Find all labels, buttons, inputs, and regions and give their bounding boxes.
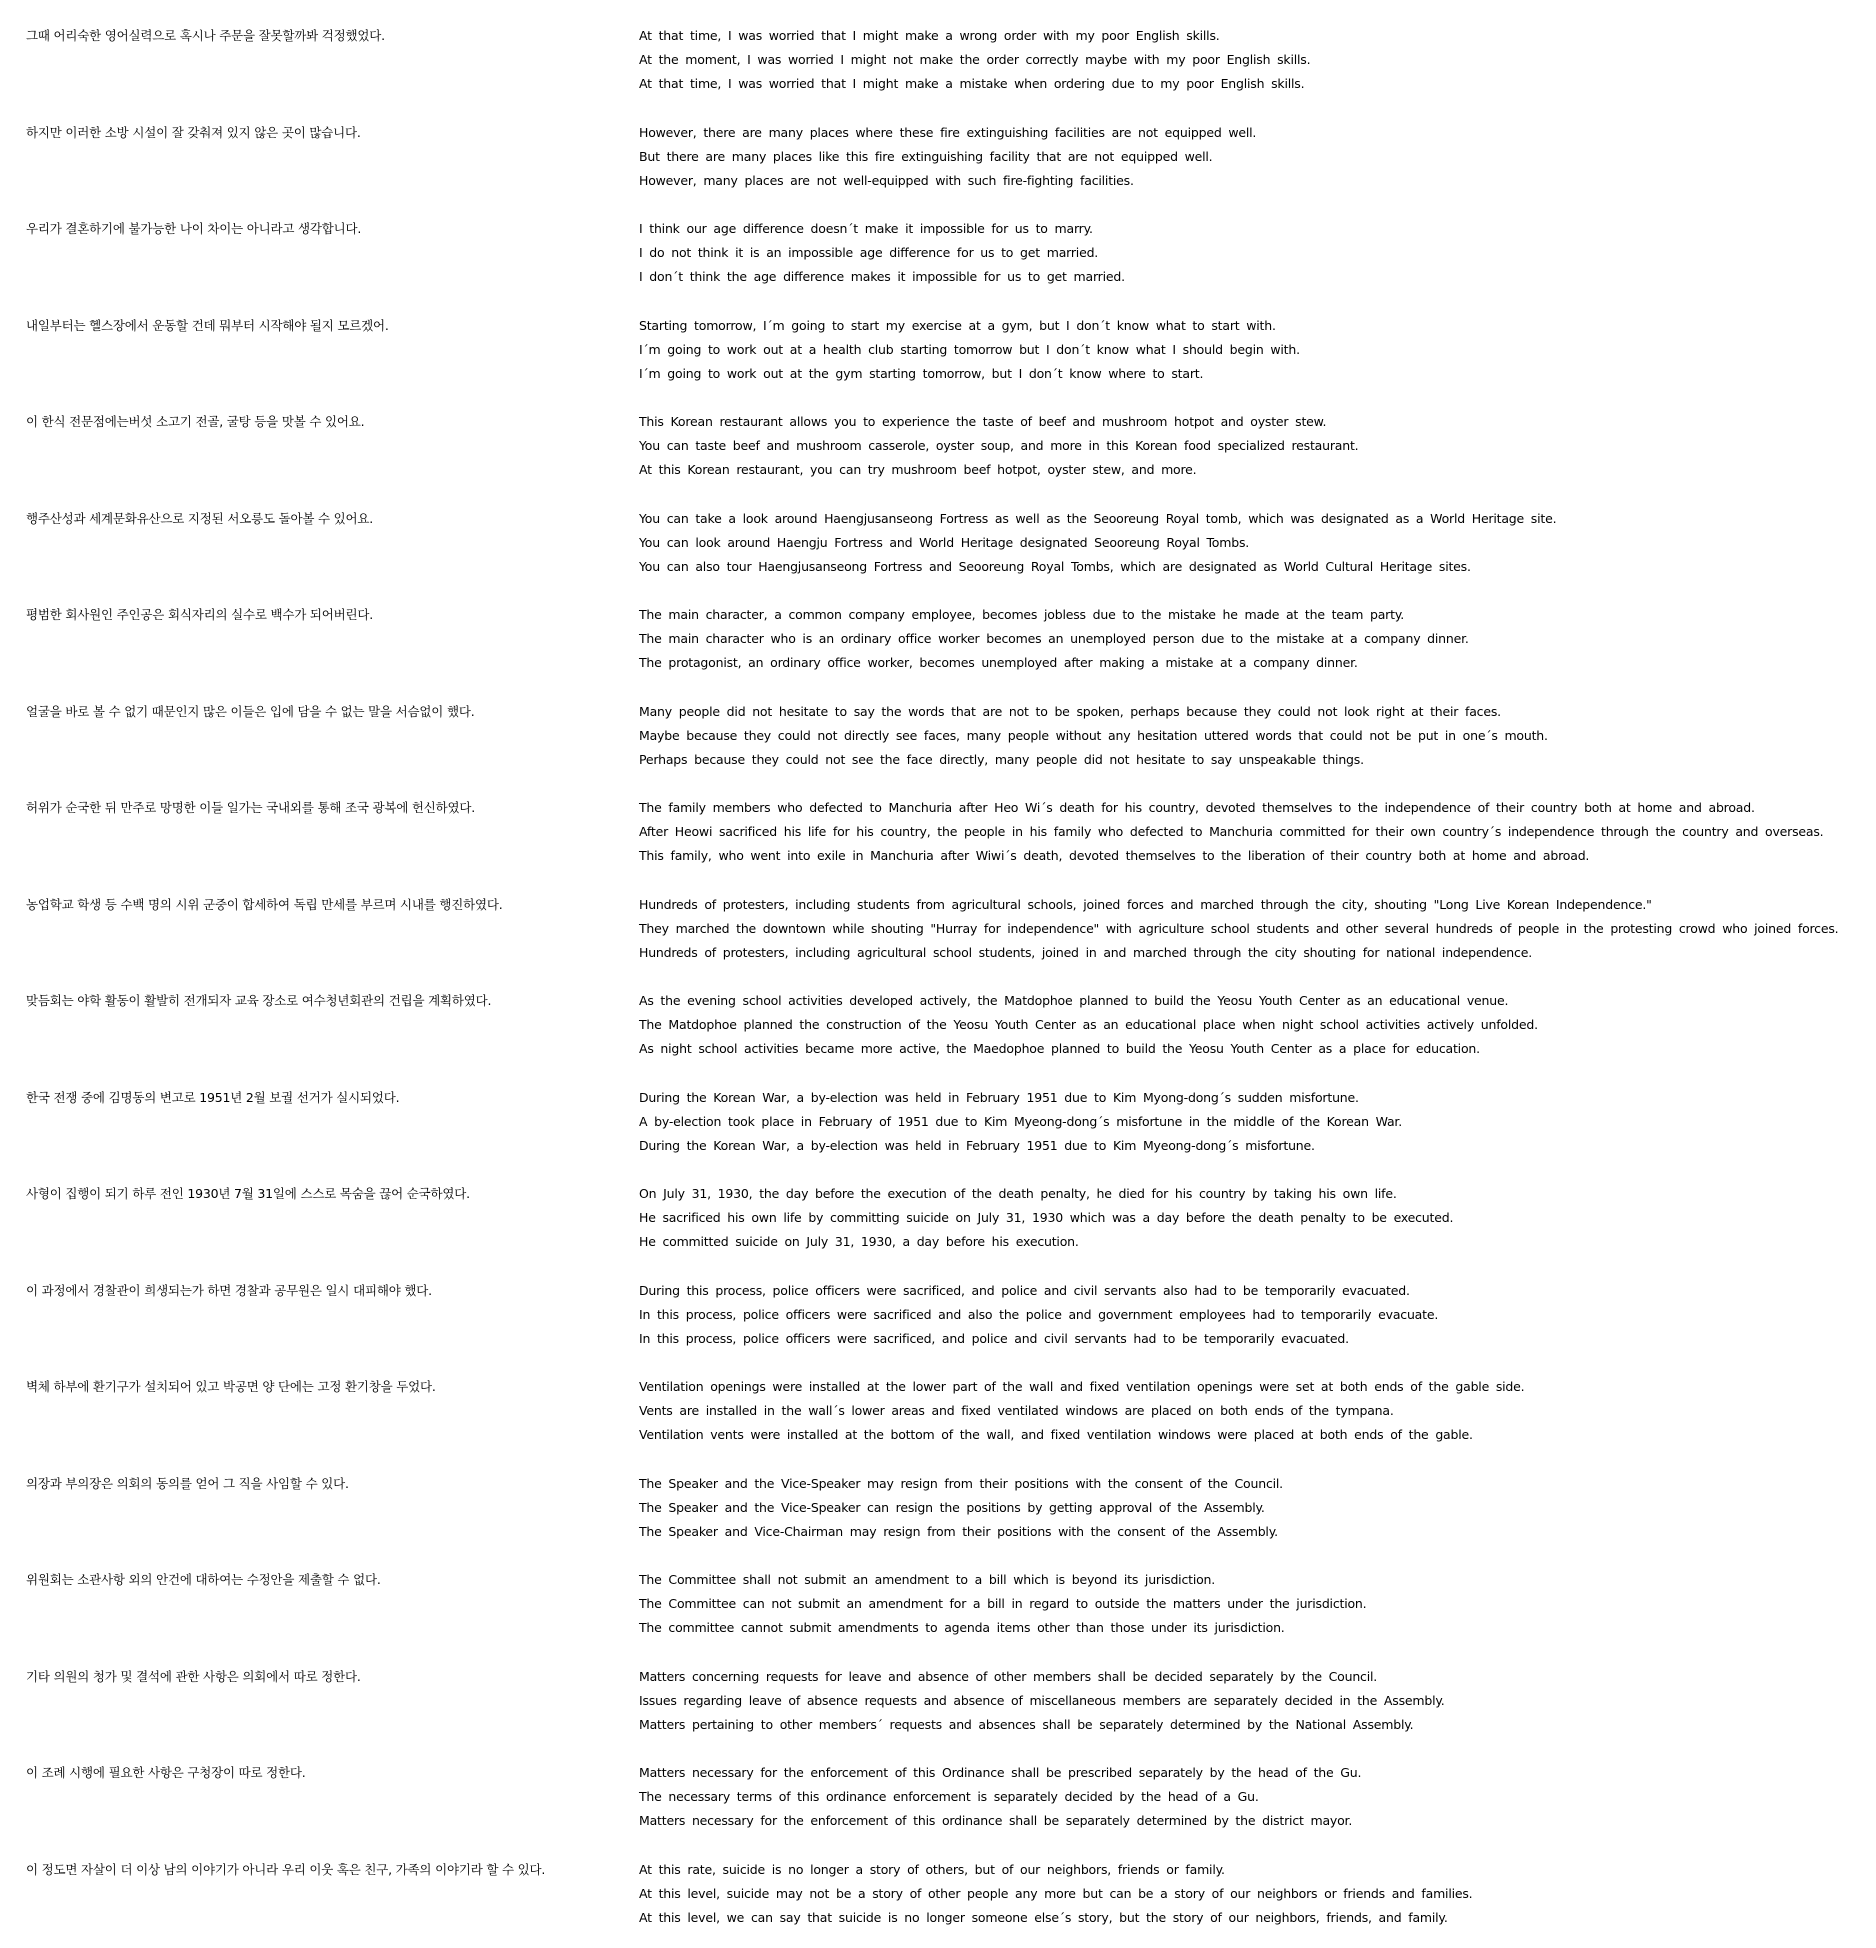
english-translations [639,1182,1871,1255]
korean-sentence: 얼굴을 바로 볼 수 없기 때문인지 많은 이들은 입에 담을 수 없는 말을 서슴없이 했다. [26,703,475,719]
english-translations [639,24,1871,97]
english-translation-line: I think our age difference doesn´t make it impossible for us to marry. [639,221,1093,236]
translation-entry [0,410,1876,482]
english-translation-line: At this rate, suicide is no longer a story of others, but of our neighbors, friends or family. [639,1861,1225,1877]
korean-sentence: 그때 어리숙한 영어실력으로 혹시나 주문을 잘못할까봐 걱정했었다. [26,28,385,43]
english-translations [639,1375,1871,1448]
korean-sentence: 허위가 순국한 뒤 만주로 망명한 이들 일가는 국내외를 통해 조국 광복에 헌신하였다. [26,800,476,815]
english-translations [639,989,1871,1062]
english-translation-line: The main character who is an ordinary office worker becomes an unemployed person due to the mistake at a company dinner. [639,631,1469,647]
english-translation-line: In this process, police officers were sacrificed and also the police and government employees had to temporarily evacuate. [639,1306,1439,1322]
korean-sentence: 이 정도면 자살이 더 이상 남의 이야기가 아니라 우리 이웃 혹은 친구, 가족의 이야기라 할 수 있다. [26,1861,546,1877]
english-translation-line: During this process, police officers were sacrificed, and police and civil servants also had to be temporarily evacuated. [639,1282,1410,1298]
korean-sentence: 이 한식 전문점에는버섯 소고기 전골, 굴탕 등을 맛볼 수 있어요. [26,414,365,429]
english-translations [639,1858,1871,1931]
english-translation-line: Issues regarding leave of absence requests and absence of miscellaneous members are separately decided in the Assembly. [639,1692,1445,1708]
english-translation-line: Matters necessary for the enforcement of this ordinance shall be separately determined by the district mayor. [639,1813,1353,1829]
translation-entry [0,217,1876,289]
korean-sentence: 평범한 회사원인 주인공은 회식자리의 실수로 백수가 되어버린다. [26,607,374,622]
english-translation-line: The committee cannot submit amendments to agenda items other than those under its jurisdiction. [639,1620,1285,1636]
english-translation-line: The Speaker and the Vice-Speaker may resign from their positions with the consent of the Council. [639,1475,1283,1491]
english-translation-line: You can also tour Haengjusanseong Fortress and Seooreung Royal Tombs, which are designated as World Cultural Heritage sites. [639,558,1471,574]
korean-sentence: 하지만 이러한 소방 시설이 잘 갖춰져 있지 않은 곳이 많습니다. [26,124,361,140]
english-translation-line: He committed suicide on July 31, 1930, a day before his execution. [639,1234,1079,1250]
english-translation-line: The protagonist, an ordinary office worker, becomes unemployed after making a mistake at a company dinner. [639,655,1358,671]
translation-entry [0,1182,1876,1254]
english-translations [639,410,1871,483]
korean-sentence: 농업학교 학생 등 수백 명의 시위 군중이 합세하여 독립 만세를 부르며 시내를 행진하였다. [26,896,503,912]
korean-sentence: 맞듬회는 야학 활동이 활발히 전개되자 교육 장소로 여수청년회관의 건립을 계획하였다. [26,993,492,1008]
english-translation-line: Hundreds of protesters, including agricultural school students, joined in and marched through the city shouting for national independence. [639,944,1532,960]
translation-entry [0,314,1876,386]
english-translation-line: As the evening school activities developed actively, the Matdophoe planned to build the Yeosu Youth Center as an educational venue. [639,993,1509,1008]
english-translation-line: The Committee shall not submit an amendment to a bill which is beyond its jurisdiction. [639,1572,1216,1587]
english-translation-line: As night school activities became more active, the Maedophoe planned to build the Yeosu Youth Center as a place for education. [639,1041,1480,1057]
english-translations [639,1568,1871,1641]
english-translation-line: The Committee can not submit an amendment for a bill in regard to outside the matters under the jurisdiction. [639,1596,1367,1612]
english-translation-line: In this process, police officers were sacrificed, and police and civil servants had to be temporarily evacuated. [639,1330,1349,1346]
english-translation-line: Ventilation vents were installed at the bottom of the wall, and fixed ventilation windows were placed at both ends of the gable. [639,1427,1473,1443]
english-translation-line: The family members who defected to Manchuria after Heo Wi´s death for his country, devoted themselves to the independence of their country both at home and abroad. [639,800,1755,815]
translation-entry [0,1568,1876,1640]
english-translation-line: At this level, we can say that suicide is no longer someone else´s story, but the story of our neighbors, friends, and family. [639,1909,1448,1925]
english-translations [639,893,1871,966]
korean-sentence: 행주산성과 세계문화유산으로 지정된 서오릉도 돌아볼 수 있어요. [26,510,374,526]
english-translation-line: Hundreds of protesters, including students from agricultural schools, joined forces and marched through the city, shouting "Long Live Korean Independence." [639,896,1652,912]
english-translation-line: The necessary terms of this ordinance enforcement is separately decided by the head of a Gu. [639,1789,1259,1805]
translation-entry [0,893,1876,965]
korean-sentence: 이 조례 시행에 필요한 사항은 구청장이 따로 정한다. [26,1765,306,1780]
translation-entry [0,796,1876,868]
english-translation-line: This family, who went into exile in Manchuria after Wiwi´s death, devoted themselves to the liberation of their country both at home and abroad. [639,848,1590,864]
english-translation-line: I do not think it is an impossible age difference for us to get married. [639,245,1099,261]
english-translations [639,700,1871,773]
english-translation-line: However, there are many places where these fire extinguishing facilities are not equipped well. [639,124,1257,140]
translation-entry [0,24,1876,96]
korean-sentence: 내일부터는 헬스장에서 운동할 건데 뭐부터 시작해야 될지 모르겠어. [26,317,389,333]
english-translation-line: During the Korean War, a by-election was held in February 1951 due to Kim Myong-dong´s sudden misfortune. [639,1089,1359,1105]
english-translations [639,1472,1871,1545]
korean-sentence: 사형이 집행이 되기 하루 전인 1930년 7월 31일에 스스로 목숨을 끊어 순국하였다. [26,1186,470,1201]
english-translation-line: The Speaker and Vice-Chairman may resign from their positions with the consent of the Assembly. [639,1523,1278,1539]
english-translation-line: At this Korean restaurant, you can try mushroom beef hotpot, oyster stew, and more. [639,462,1197,478]
english-translation-line: Starting tomorrow, I´m going to start my exercise at a gym, but I don´t know what to start with. [639,317,1276,333]
korean-sentence: 벽체 하부에 환기구가 설치되어 있고 박공면 양 단에는 고정 환기창을 두었다. [26,1379,436,1394]
translation-entry [0,1472,1876,1544]
korean-sentence: 한국 전쟁 중에 김명동의 변고로 1951년 2월 보궐 선거가 실시되었다. [26,1089,400,1105]
english-translations [639,1761,1871,1834]
english-translation-line: He sacrificed his own life by committing suicide on July 31, 1930 which was a day before the death penalty to be executed. [639,1210,1454,1226]
english-translation-line: A by-election took place in February of 1951 due to Kim Myeong-dong´s misfortune in the middle of the Korean War. [639,1113,1402,1129]
english-translations [639,507,1871,580]
english-translation-line: This Korean restaurant allows you to experience the taste of beef and mushroom hotpot and oyster stew. [639,414,1327,429]
english-translation-line: Matters pertaining to other members´ requests and absences shall be separately determined by the National Assembly. [639,1716,1414,1732]
english-translation-line: Vents are installed in the wall´s lower areas and fixed ventilated windows are placed on both ends of the tympana. [639,1403,1394,1419]
english-translations [639,796,1871,869]
english-translation-line: You can look around Haengju Fortress and World Heritage designated Seooreung Royal Tombs. [639,534,1250,550]
english-translation-line: However, many places are not well-equipped with such fire-fighting facilities. [639,172,1134,188]
english-translation-line: The main character, a common company employee, becomes jobless due to the mistake he made at the team party. [639,607,1405,622]
english-translations [639,1665,1871,1738]
english-translation-line: The Speaker and the Vice-Speaker can resign the positions by getting approval of the Assembly. [639,1499,1265,1515]
english-translation-line: I´m going to work out at the gym starting tomorrow, but I don´t know where to start. [639,365,1204,381]
english-translation-line: On July 31, 1930, the day before the execution of the death penalty, he died for his country by taking his own life. [639,1186,1397,1201]
translation-entry [0,1279,1876,1351]
english-translations [639,1086,1871,1159]
english-translation-line: After Heowi sacrificed his life for his country, the people in his family who defected to Manchuria committed for their own country´s independence through the country and overseas. [639,824,1824,840]
korean-sentence: 이 과정에서 경찰관이 희생되는가 하면 경찰과 공무원은 일시 대피해야 했다. [26,1282,432,1298]
english-translation-line: Many people did not hesitate to say the words that are not to be spoken, perhaps because they could not look right at their faces. [639,703,1501,719]
korean-sentence: 의장과 부의장은 의회의 동의를 얻어 그 직을 사임할 수 있다. [26,1475,349,1491]
translation-entry [0,121,1876,193]
translation-entry [0,1375,1876,1447]
english-translation-line: At that time, I was worried that I might make a wrong order with my poor English skills. [639,28,1220,43]
translation-entry [0,700,1876,772]
translation-entry [0,1858,1876,1930]
english-translation-line: Maybe because they could not directly see faces, many people without any hesitation uttered words that could not be put in one´s mouth. [639,727,1548,743]
english-translations [639,603,1871,676]
english-translation-line: They marched the downtown while shouting "Hurray for independence" with agriculture school students and other several hundreds of people in the protesting crowd who joined forces. [639,920,1839,936]
translation-entry [0,603,1876,675]
english-translations [639,217,1871,290]
english-translation-line: At this level, suicide may not be a story of other people any more but can be a story of our neighbors or friends and families. [639,1885,1473,1901]
english-translation-line: I´m going to work out at a health club starting tomorrow but I don´t know what I should begin with. [639,341,1300,357]
translation-entry [0,1665,1876,1737]
english-translation-line: Matters necessary for the enforcement of this Ordinance shall be prescribed separately by the head of the Gu. [639,1765,1362,1780]
english-translations [639,1279,1871,1352]
english-translation-line: But there are many places like this fire extinguishing facility that are not equipped well. [639,148,1213,164]
english-translation-line: Perhaps because they could not see the face directly, many people did not hesitate to say unspeakable things. [639,751,1364,767]
korean-sentence: 위원회는 소관사항 외의 안건에 대하여는 수정안을 제출할 수 없다. [26,1572,381,1587]
english-translation-line: Ventilation openings were installed at the lower part of the wall and fixed ventilation openings were set at both ends of the gable side. [639,1379,1525,1394]
english-translation-line: The Matdophoe planned the construction of the Yeosu Youth Center as an educational place when night school activities actively unfolded. [639,1017,1538,1033]
translation-entry [0,507,1876,579]
english-translations [639,121,1871,194]
english-translation-line: Matters concerning requests for leave and absence of other members shall be decided separately by the Council. [639,1668,1378,1684]
english-translation-line: You can take a look around Haengjusanseong Fortress as well as the Seooreung Royal tomb, which was designated as a World Heritage site. [639,510,1557,526]
english-translation-line: I don´t think the age difference makes it impossible for us to get married. [639,269,1125,285]
translation-entry [0,1761,1876,1833]
english-translation-line: You can taste beef and mushroom casserole, oyster soup, and more in this Korean food specialized restaurant. [639,438,1359,454]
translation-entry [0,1086,1876,1158]
english-translations [639,314,1871,387]
english-translation-line: At the moment, I was worried I might not make the order correctly maybe with my poor English skills. [639,52,1311,68]
english-translation-line: During the Korean War, a by-election was held in February 1951 due to Kim Myeong-dong´s misfortune. [639,1137,1315,1153]
korean-sentence: 우리가 결혼하기에 불가능한 나이 차이는 아니라고 생각합니다. [26,221,362,236]
translation-entry [0,989,1876,1061]
english-translation-line: At that time, I was worried that I might make a mistake when ordering due to my poor English skills. [639,76,1305,92]
korean-sentence: 기타 의원의 청가 및 결석에 관한 사항은 의회에서 따로 정한다. [26,1668,361,1684]
